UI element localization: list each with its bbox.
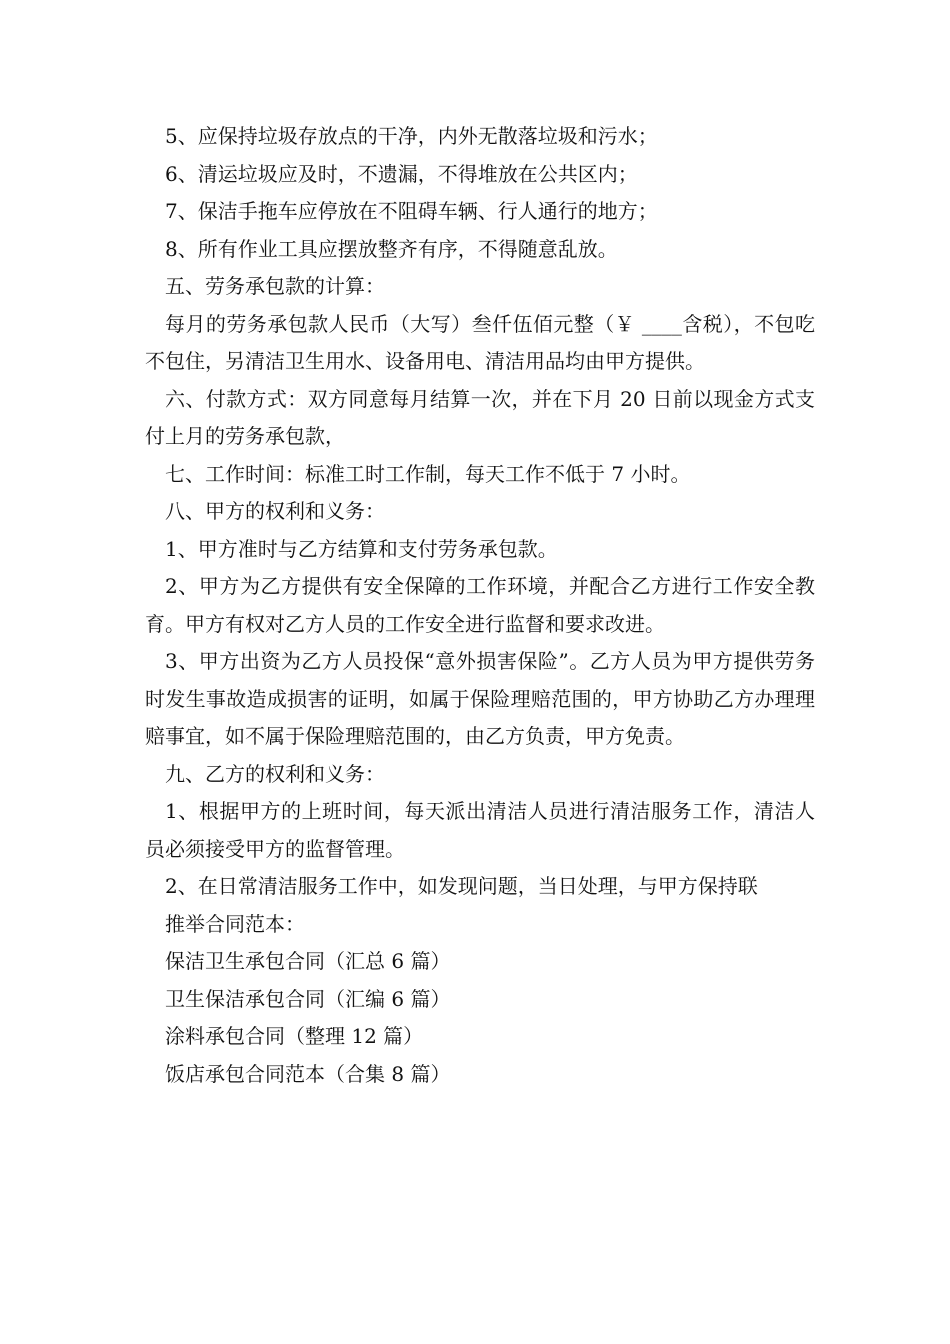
recommended-link[interactable]: 保洁卫生承包合同（汇总 6 篇） [165,949,451,973]
recommended-link[interactable]: 涂料承包合同（整理 12 篇） [165,1024,424,1048]
party-a-clause-3: 3、甲方出资为乙方人员投保“意外损害保险”。乙方人员为甲方提供劳务时发生事故造成损害的证明，如属于保险理赔范围的，甲方协助乙方办理理赔事宜，如不属于保险理赔范围的，由乙方负责，甲方免责。 [145,649,815,748]
section-7-work-hours: 七、工作时间：标准工时工作制，每天工作不低于 7 小时。 [165,461,691,486]
section-9-heading: 九、乙方的权利和义务： [165,761,385,786]
section-5-heading: 五、劳务承包款的计算： [165,274,385,298]
clause-6: 6、清运垃圾应及时，不遗漏，不得堆放在公共区内； [165,161,638,186]
party-a-clause-2: 2、甲方为乙方提供有安全保障的工作环境，并配合乙方进行工作安全教育。甲方有权对乙方人员的工作安全进行监督和要求改进。 [145,574,815,636]
section-8-heading: 八、甲方的权利和义务： [165,499,385,523]
document-page [145,118,815,1093]
clause-7: 7、保洁手拖车应停放在不阻碍车辆、行人通行的地方； [165,199,658,223]
section-6-payment-method: 六、付款方式：双方同意每月结算一次，并在下月 20 日前以现金方式支付上月的劳务承包款， [145,386,815,448]
clause-5: 5、应保持垃圾存放点的干净，内外无散落垃圾和污水； [165,124,658,148]
clause-8: 8、所有作业工具应摆放整齐有序，不得随意乱放。 [165,236,618,261]
recommended-heading: 推举合同范本： [165,911,305,936]
party-b-clause-2: 2、在日常清洁服务工作中，如发现问题，当日处理，与甲方保持联 [165,874,758,898]
party-a-clause-1: 1、甲方准时与乙方结算和支付劳务承包款。 [165,536,558,561]
recommended-link[interactable]: 卫生保洁承包合同（汇编 6 篇） [165,986,451,1011]
party-b-clause-1: 1、根据甲方的上班时间，每天派出清洁人员进行清洁服务工作，清洁人员必须接受甲方的监督管理。 [145,799,815,861]
payment-amount-paragraph: 每月的劳务承包款人民币（大写）叁仟伍佰元整（￥ ____含税），不包吃不包住，另清洁卫生用水、设备用电、清洁用品均由甲方提供。 [145,311,815,373]
recommended-templates [145,906,815,1094]
recommended-link[interactable]: 饭店承包合同范本（合集 8 篇） [165,1061,451,1086]
